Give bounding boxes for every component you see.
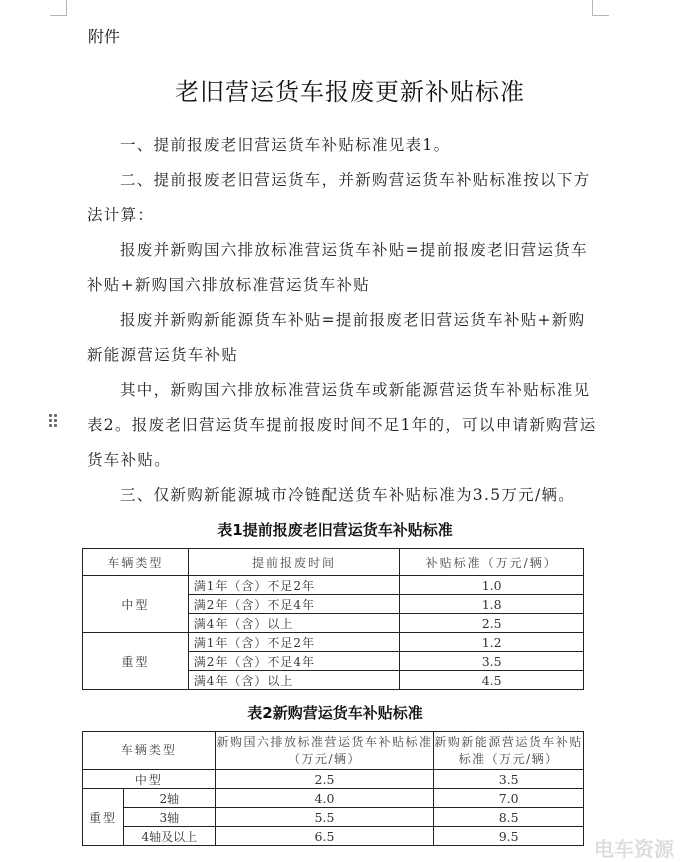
paragraph-2: 二、提前报废老旧营运货车，并新购营运货车补贴标准按以下方法计算： bbox=[87, 171, 591, 224]
paragraph-note: 其中，新购国六排放标准营运货车或新能源营运货车补贴标准见表2。报废老旧营运货车提前报废时间不足1年的，可以申请新购营运货车补贴。 bbox=[87, 381, 597, 469]
table-row bbox=[83, 808, 584, 827]
column-header: 补贴标准（万元/辆） bbox=[400, 549, 584, 576]
subsidy-value-cell: 1.2 bbox=[400, 633, 584, 652]
subsidy-value-cell: 1.0 bbox=[400, 576, 584, 595]
table-header-row bbox=[83, 732, 584, 770]
table-row bbox=[83, 633, 584, 652]
table-row bbox=[83, 827, 584, 846]
axle-cell: 2轴 bbox=[123, 789, 215, 808]
guo6-subsidy-cell: 6.5 bbox=[215, 827, 434, 846]
paragraph-1: 一、提前报废老旧营运货车补贴标准见表1。 bbox=[120, 136, 451, 154]
column-header: 新购新能源营运货车补贴标准（万元/辆） bbox=[434, 732, 584, 770]
table1-scrap-subsidy bbox=[82, 548, 584, 690]
guo6-subsidy-cell: 4.0 bbox=[215, 789, 434, 808]
page-title: 老旧营运货车报废更新补贴标准 bbox=[175, 78, 525, 106]
table-row bbox=[83, 576, 584, 595]
column-header: 车辆类型 bbox=[83, 732, 216, 770]
nev-subsidy-cell: 3.5 bbox=[434, 770, 584, 789]
vehicle-type-cell: 中型 bbox=[83, 770, 216, 789]
axle-cell: 3轴 bbox=[123, 808, 215, 827]
nev-subsidy-cell: 9.5 bbox=[434, 827, 584, 846]
table-row bbox=[83, 770, 584, 789]
formula-guo6: 报废并新购国六排放标准营运货车补贴=提前报废老旧营运货车补贴+新购国六排放标准营运货车补贴 bbox=[87, 241, 588, 294]
drag-handle-icon[interactable] bbox=[49, 414, 57, 428]
column-header: 提前报废时间 bbox=[188, 549, 400, 576]
nev-subsidy-cell: 8.5 bbox=[434, 808, 584, 827]
table1-caption: 表1提前报废老旧营运货车补贴标准 bbox=[217, 521, 453, 539]
crop-mark-right bbox=[592, 0, 593, 16]
period-cell: 满4年（含）以上 bbox=[188, 614, 400, 633]
subsidy-value-cell: 1.8 bbox=[400, 595, 584, 614]
subsidy-value-cell: 2.5 bbox=[400, 614, 584, 633]
period-cell: 满2年（含）不足4年 bbox=[188, 652, 400, 671]
vehicle-type-cell: 中型 bbox=[83, 576, 189, 633]
subsidy-value-cell: 3.5 bbox=[400, 652, 584, 671]
axle-cell: 4轴及以上 bbox=[123, 827, 215, 846]
period-cell: 满2年（含）不足4年 bbox=[188, 595, 400, 614]
crop-mark-left bbox=[66, 0, 67, 16]
period-cell: 满4年（含）以上 bbox=[188, 671, 400, 690]
table2-caption: 表2新购营运货车补贴标准 bbox=[247, 704, 423, 722]
period-cell: 满1年（含）不足2年 bbox=[188, 576, 400, 595]
crop-mark-left bbox=[50, 15, 67, 16]
vehicle-type-cell: 重型 bbox=[83, 789, 124, 846]
watermark: 电车资源 bbox=[594, 837, 674, 861]
column-header: 车辆类型 bbox=[83, 549, 189, 576]
table-row bbox=[83, 789, 584, 808]
guo6-subsidy-cell: 5.5 bbox=[215, 808, 434, 827]
subsidy-value-cell: 4.5 bbox=[400, 671, 584, 690]
column-header: 新购国六排放标准营运货车补贴标准（万元/辆） bbox=[215, 732, 434, 770]
attachment-label: 附件 bbox=[88, 27, 121, 46]
formula-nev: 报废并新购新能源货车补贴=提前报废老旧营运货车补贴+新购新能源营运货车补贴 bbox=[87, 311, 586, 364]
nev-subsidy-cell: 7.0 bbox=[434, 789, 584, 808]
period-cell: 满1年（含）不足2年 bbox=[188, 633, 400, 652]
guo6-subsidy-cell: 2.5 bbox=[215, 770, 434, 789]
vehicle-type-cell: 重型 bbox=[83, 633, 189, 690]
crop-mark-right bbox=[592, 15, 609, 16]
paragraph-3: 三、仅新购新能源城市冷链配送货车补贴标准为3.5万元/辆。 bbox=[120, 486, 576, 504]
table2-new-purchase-subsidy bbox=[82, 731, 584, 846]
table-header-row bbox=[83, 549, 584, 576]
document-body bbox=[87, 128, 597, 513]
